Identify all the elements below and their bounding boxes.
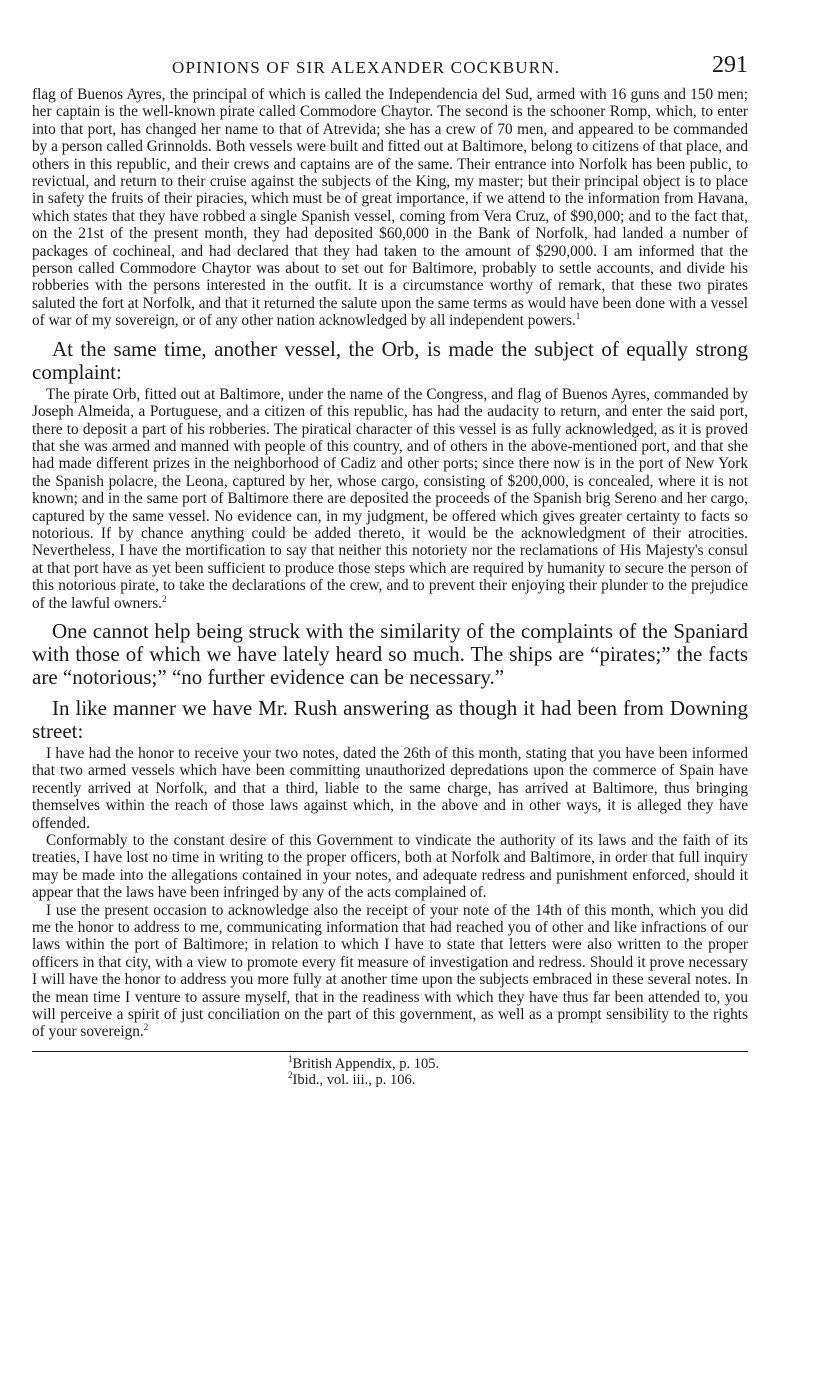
footnote-divider [32, 1051, 748, 1052]
quote-text: I use the present occasion to acknowledge also the receipt of your note of the 14th of this month, which you did me the honor to address to me, communicating information that had reached you of other and like infractions of our laws within the port of Baltimore; in relation to which I have to state that letters were also written to the proper officers in that city, with a view to promote every fit measure of investigation and redress. Should it prove necessary I will have the honor to address you more fully at another time upon the subjects embraced in these several notes. In the mean time I venture to assure myself, that in the readiness with which they have thus far been attended to, you will perceive a spirit of just conciliation on the part of this government, as well as a prompt sensibility to the rights of your sovereign. [32, 901, 748, 1041]
footnote-ref: 2 [162, 593, 167, 604]
quote-rush-paragraph-3 [32, 902, 748, 1041]
quote-rush-paragraph-2: Conformably to the constant desire of this Government to vindicate the authority of its laws and the faith of its treaties, I have lost no time in writing to the proper officers, both at Norfolk and Baltimore, in order that full inquiry may be made into the allegations contained in your notes, and adequate redress and punishment enforced, should it appear that the laws have been infringed by any of the acts complained of. [32, 832, 748, 902]
body-paragraph-orb: At the same time, another vessel, the Orb, is made the subject of equally strong complaint: [32, 336, 748, 384]
page-number: 291 [712, 52, 748, 78]
quote-text: flag of Buenos Ayres, the principal of which is called the Independencia del Sud, armed with 16 guns and 150 men; her captain is the well-known pirate called Commodore Chaytor. The second is the schooner Romp, which, to enter into that port, has changed her name to that of Atrevida; she has a crew of 70 men, and appeared to be commanded by a person called Grinnolds. Both vessels were built and fitted out at Baltimore, belong to citizens of that place, and others in this republic, and their crews and captains are of the same. Their entrance into Norfolk has been public, to revictual, and return to their cruise against the subjects of the King, my master; but their principal object is to place in safety the fruits of their piracies, which must be of great importance, if we attend to the information from Havana, which states that they have robbed a single Spanish vessel, coming from Vera Cruz, of $90,000; and to the fact that, on the 21st of the present month, they had deposited $60,000 in the Bank of Norfolk, had landed a number of packages of cochineal, and had declared that they had taken to the amount of $290,000. I am informed that the person called Commodore Chaytor was about to set out for Baltimore, probably to settle accounts, and divide his robberies with the persons interested in the outfit. It is a circumstance worthy of remark, that these two pirates saluted the fort at Norfolk, and that it returned the salute upon the same terms as would have been done with a vessel of war of my sovereign, or of any other nation acknowledged by all independent powers. [32, 86, 748, 330]
page-header [32, 52, 748, 86]
footnote-text: British Appendix, p. 105. [292, 1055, 440, 1072]
running-head: OPINIONS OF SIR ALEXANDER COCKBURN. [172, 58, 561, 77]
body-paragraph-rush: In like manner we have Mr. Rush answering as though it had been from Downing street: [32, 695, 748, 743]
quote-pirate-orb [32, 386, 748, 612]
footnote-text: Ibid., vol. iii., p. 106. [292, 1071, 416, 1088]
quote-text: The pirate Orb, fitted out at Baltimore, under the name of the Congress, and flag of Buenos Ayres, commanded by Joseph Almeida, a Portuguese, and a citizen of this republic, has had the audacity to return, and enter the said port, there to deposit a part of his robberies. The piratical character of this vessel is as fully acknowledged, as it is proved that she was armed and manned with people of this country, and of others in the above-mentioned port, and that she had made different prizes in the neighborhood of Cadiz and other ports; since there now is in the port of New York the Spanish polacre, the Leona, captured by her, whose cargo, consisting of $200,000, is concealed, where it is not known; and in the same port of Baltimore there are deposited the proceeds of the Spanish brig Sereno and her cargo, captured by the same vessel. No evidence can, in my judgment, be offered which gives greater certainty to facts so notorious. If by chance anything could be added thereto, it would be the acknowledgment of their atrocities. Nevertheless, I have the mortification to say that neither this notoriety nor the reclamations of His Majesty's consul at that port have as yet been sufficient to produce those steps which are required by humanity to secure the person of this notorious pirate, to take the declarations of the crew, and to prevent their enjoying their plunder to the prejudice of the lawful owners. [32, 385, 748, 612]
footnotes [32, 1056, 748, 1088]
body-paragraph-similarity: One cannot help being struck with the similarity of the complaints of the Spaniard with those of which we have lately heard so much. The ships are “pirates;” the facts are “notorious;” “no further evidence can be necessary.” [32, 618, 748, 689]
quote-rush-paragraph-1: I have had the honor to receive your two notes, dated the 26th of this month, stating that you have been informed that two armed vessels which have been committing unauthorized depredations upon the commerce of Spain have recently arrived at Norfolk, and that a third, liable to the same charge, has arrived at Baltimore, thus bringing themselves within the reach of those laws against which, in the above and in other ways, it is alleged they have offended. [32, 744, 748, 832]
footnote-mark: 2 [288, 1070, 293, 1081]
book-page [32, 52, 748, 1088]
footnote-ref: 2 [143, 1022, 149, 1033]
footnote-2 [288, 1072, 748, 1088]
footnote-1 [288, 1056, 748, 1072]
quote-spanish-minister-norfolk [32, 86, 748, 330]
footnote-ref: 1 [575, 311, 581, 322]
footnote-mark: 1 [288, 1054, 293, 1065]
